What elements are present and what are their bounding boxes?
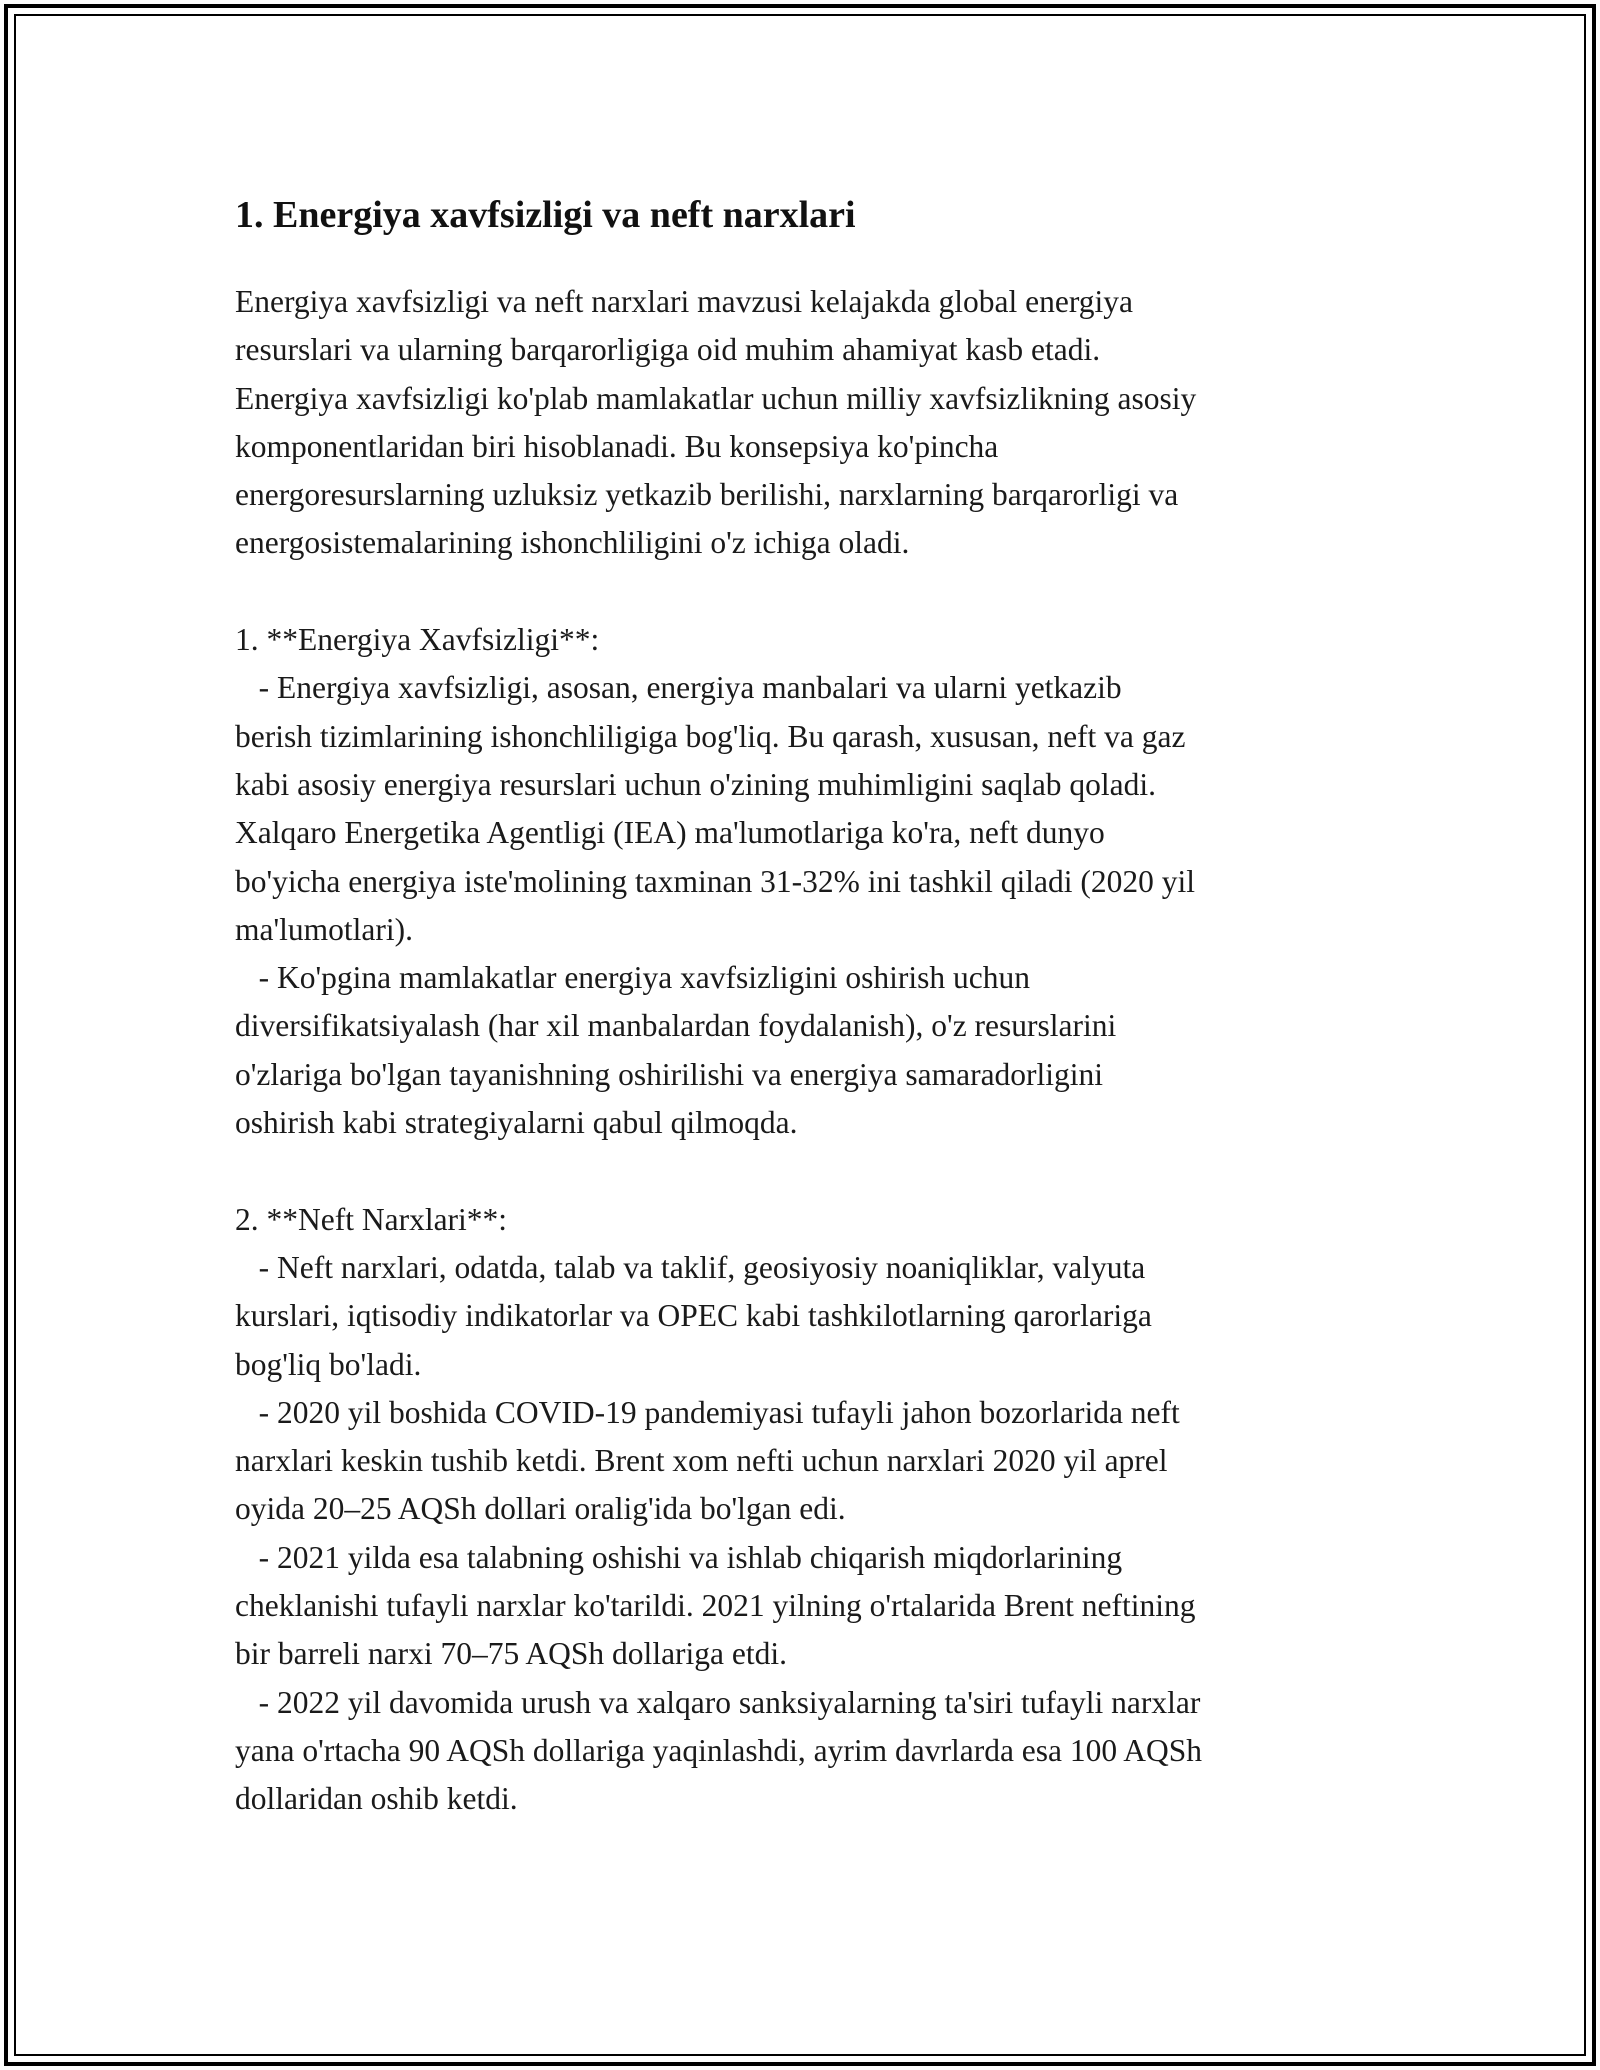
section-line: - Energiya xavfsizligi, asosan, energiya manbalari va ularni yetkazib [235,670,1122,706]
section-line: ma'lumotlari). [235,911,414,947]
section-line: bo'yicha energiya iste'molining taxminan 31-32% ini tashkil qiladi (2020 yil [235,863,1195,899]
section-line: - Ko'pgina mamlakatlar energiya xavfsizligini oshirish uchun [235,960,1031,996]
intro-line: Energiya xavfsizligi ko'plab mamlakatlar uchun milliy xavfsizlikning asosiy [235,380,1197,416]
section-line: yana o'rtacha 90 AQSh dollariga yaqinlashdi, ayrim davrlarda esa 100 AQSh [235,1732,1203,1768]
section-line: - 2020 yil boshida COVID-19 pandemiyasi tufayli jahon bozorlarida neft [235,1394,1180,1430]
section-line: kabi asosiy energiya resurslari uchun o'zining muhimligini saqlab qoladi. [235,766,1157,802]
section-line: kurslari, iqtisodiy indikatorlar va OPEC kabi tashkilotlarning qarorlariga [235,1298,1152,1334]
section-line: dollaridan oshib ketdi. [235,1781,518,1817]
section-heading: 1. **Energiya Xavfsizligi**: [235,622,600,658]
intro-line: energosistemalarining ishonchliligini o'z ichiga oladi. [235,525,910,561]
intro-line: resurslari va ularning barqarorligiga oid muhim ahamiyat kasb etadi. [235,332,1101,368]
section-heading: 2. **Neft Narxlari**: [235,1201,508,1237]
section-line: - 2022 yil davomida urush va xalqaro sanksiyalarning ta'siri tufayli narxlar [235,1684,1201,1720]
blank-line [235,1147,1375,1195]
section-line: oyida 20–25 AQSh dollari oralig'ida bo'lgan edi. [235,1491,846,1527]
section-line: - 2021 yilda esa talabning oshishi va ishlab chiqarish miqdorlarining [235,1539,1123,1575]
section-line: oshirish kabi strategiyalarni qabul qilmoqda. [235,1105,798,1141]
intro-line: energoresurslarning uzluksiz yetkazib berilishi, narxlarning barqarorligi va [235,477,1179,513]
section-line: bir barreli narxi 70–75 AQSh dollariga etdi. [235,1636,788,1672]
intro-paragraph [235,278,1375,568]
intro-line: Energiya xavfsizligi va neft narxlari mavzusi kelajakda global energiya [235,284,1133,319]
section-energy-security [235,616,1375,1147]
section-line: narxlari keskin tushib ketdi. Brent xom nefti uchun narxlari 2020 yil aprel [235,1443,1168,1479]
intro-line: komponentlaridan biri hisoblanadi. Bu konsepsiya ko'pincha [235,428,999,464]
section-oil-prices [235,1196,1375,1824]
document-title: 1. Energiya xavfsizligi va neft narxlari [235,194,856,236]
section-line: cheklanishi tufayli narxlar ko'tarildi. 2021 yilning o'rtalarida Brent neftining [235,1588,1196,1624]
blank-line [235,568,1375,616]
section-line: Xalqaro Energetika Agentligi (IEA) ma'lumotlariga ko'ra, neft dunyo [235,815,1105,851]
section-line: bog'liq bo'ladi. [235,1346,422,1382]
section-line: o'zlariga bo'lgan tayanishning oshirilishi va energiya samaradorligini [235,1056,1104,1092]
section-line: berish tizimlarining ishonchliligiga bog'liq. Bu qarash, xususan, neft va gaz [235,718,1186,754]
section-line: diversifikatsiyalash (har xil manbalardan foydalanish), o'z resurslarini [235,1008,1117,1044]
document-body [235,190,1375,1824]
section-line: - Neft narxlari, odatda, talab va taklif, geosiyosiy noaniqliklar, valyuta [235,1249,1146,1285]
